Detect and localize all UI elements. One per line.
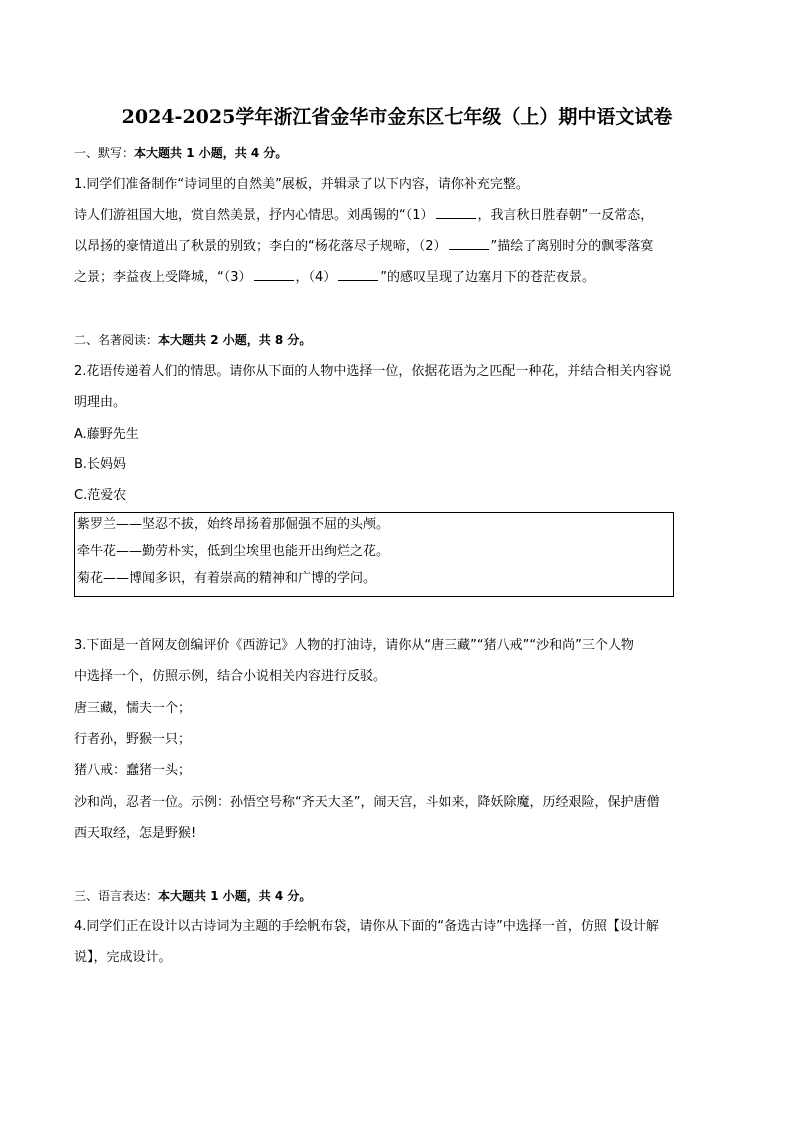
question-4-stem-line-2: 说】，完成设计。 bbox=[74, 950, 172, 965]
poem-line: 猪八戒：蠢猪一头； bbox=[74, 763, 192, 778]
question-1-line-3 bbox=[74, 268, 724, 288]
text-segment: ”的感叹呈现了边塞月下的苍茫夜景。 bbox=[380, 270, 596, 285]
question-3-stem-line-2: 中选择一个，仿照示例，结合小说相关内容进行反驳。 bbox=[74, 669, 387, 684]
text-segment: ”描绘了离别时分的飘零落寞 bbox=[490, 239, 654, 254]
option-b: B.长妈妈 bbox=[74, 457, 127, 472]
question-1-line-2 bbox=[74, 237, 724, 257]
question-1-line-1 bbox=[74, 206, 724, 226]
question-2-stem-line-1: 2.花语传递着人们的情思。请你从下面的人物中选择一位，依据花语为之匹配一种花，并结合相关内容说 bbox=[74, 364, 672, 379]
answer-blank-3[interactable] bbox=[254, 268, 294, 281]
section-desc: 本大题共 1 小题，共 4 分。 bbox=[134, 146, 288, 160]
flower-item: 牵牛花——勤劳朴实，低到尘埃里也能开出绚烂之花。 bbox=[77, 544, 390, 559]
text-segment: 之景；李益夜上受降城，“（3） bbox=[74, 270, 252, 285]
text-segment: ，（4） bbox=[295, 270, 337, 285]
flower-language-box bbox=[74, 512, 674, 597]
question-2-stem-line-2: 明理由。 bbox=[74, 395, 127, 410]
section-header-2 bbox=[74, 330, 724, 350]
question-3-stem-line-1: 3.下面是一首网友创编评价《西游记》人物的打油诗，请你从“唐三藏”“猪八戒”“沙和尚”三个人物 bbox=[74, 638, 634, 653]
section-label: 二、名著阅读： bbox=[74, 333, 159, 347]
section-header-1 bbox=[74, 143, 724, 163]
question-4-stem-line-1: 4.同学们正在设计以古诗词为主题的手绘帆布袋，请你从下面的“备选古诗”中选择一首，仿照【设计解 bbox=[74, 919, 659, 934]
question-1-stem: 1.同学们准备制作“诗词里的自然美”展板，并辑录了以下内容，请你补充完整。 bbox=[74, 177, 529, 192]
poem-line: 唐三藏，懦夫一个； bbox=[74, 701, 192, 716]
section-label: 三、语言表达： bbox=[74, 889, 159, 903]
option-c: C.范爱农 bbox=[74, 488, 127, 503]
example-line-1: 沙和尚，忍者一位。示例：孙悟空号称“齐天大圣”，闹天宫，斗如来，降妖除魔，历经艰险，保护唐僧 bbox=[74, 795, 660, 810]
answer-blank-2[interactable] bbox=[449, 237, 489, 250]
flower-item: 菊花——博闻多识，有着崇高的精神和广博的学问。 bbox=[77, 571, 377, 586]
poem-line: 行者孙，野猴一只； bbox=[74, 732, 192, 747]
section-desc: 本大题共 1 小题，共 4 分。 bbox=[158, 889, 312, 903]
text-segment: 诗人们游祖国大地，赏自然美景，抒内心情思。刘禹锡的“（1） bbox=[74, 208, 434, 223]
option-a: A.藤野先生 bbox=[74, 427, 139, 442]
text-segment: ，我言秋日胜春朝”一反常态， bbox=[477, 208, 654, 223]
section-desc: 本大题共 2 小题，共 8 分。 bbox=[158, 333, 312, 347]
flower-item: 紫罗兰——坚忍不拔，始终昂扬着那倔强不屈的头颅。 bbox=[77, 517, 390, 532]
section-header-3 bbox=[74, 886, 724, 906]
answer-blank-4[interactable] bbox=[338, 268, 378, 281]
section-label: 一、默写： bbox=[74, 146, 135, 160]
example-line-2: 西天取经，怎是野猴! bbox=[74, 826, 197, 841]
answer-blank-1[interactable] bbox=[436, 206, 476, 219]
text-segment: 以昂扬的豪情道出了秋景的别致；李白的“杨花落尽子规啼，（2） bbox=[74, 239, 447, 254]
page-title: 2024-2025学年浙江省金华市金东区七年级（上）期中语文试卷 bbox=[121, 106, 673, 128]
